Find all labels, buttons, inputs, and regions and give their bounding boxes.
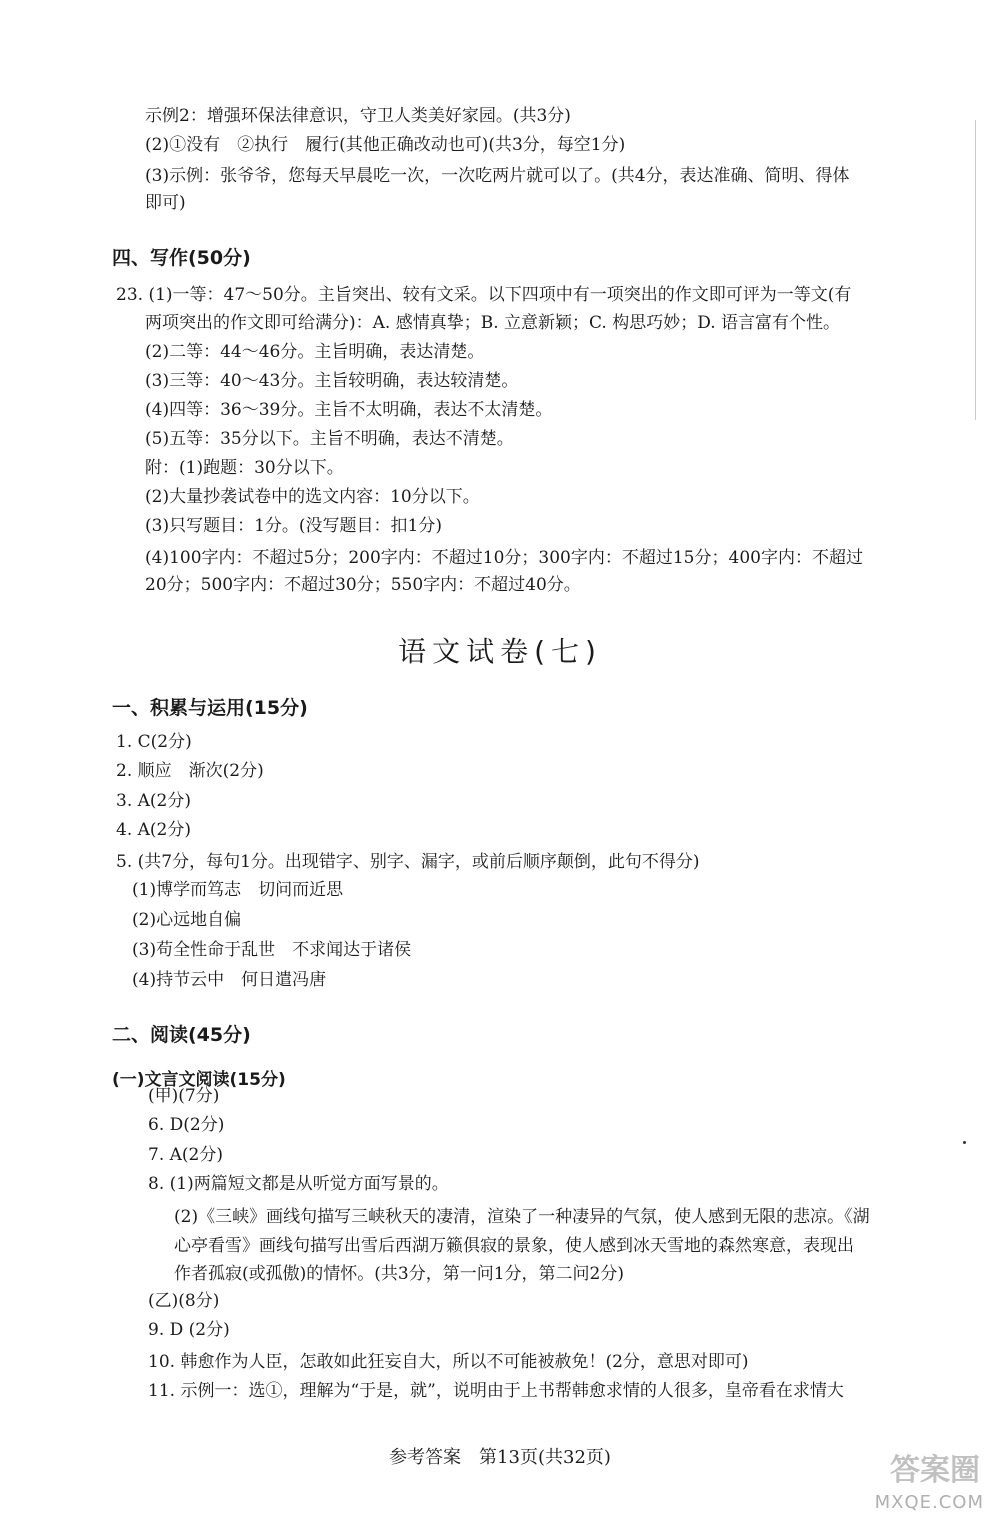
text-line: (4)持节云中 何日遣冯唐	[132, 970, 327, 990]
section-reading-heading: 二、阅读(45分)	[112, 1024, 251, 1046]
text-line: 5. (共7分，每句1分。出现错字、别字、漏字，或前后顺序颠倒，此句不得分)	[116, 852, 700, 872]
text-line: (2)大量抄袭试卷中的选文内容：10分以下。	[145, 487, 480, 507]
text-line: 3. A(2分)	[116, 791, 191, 811]
text-line: 11. 示例一：选①，理解为“于是，就”，说明由于上书帮韩愈求情的人很多，皇帝看在求情大	[148, 1381, 844, 1401]
text-line: (3)三等：40～43分。主旨较明确，表达较清楚。	[145, 371, 519, 391]
text-line: 两项突出的作文即可给满分)：A. 感情真挚；B. 立意新颖；C. 构思巧妙；D. 语言富有个性。	[145, 313, 841, 333]
watermark-logo: 答案圈	[890, 1453, 980, 1488]
text-line: (3)只写题目：1分。(没写题目：扣1分)	[145, 516, 442, 536]
text-line: 23. (1)一等：47～50分。主旨突出、较有文采。以下四项中有一项突出的作文即可评为一等文(有	[116, 285, 852, 305]
text-line: (3)苟全性命于乱世 不求闻达于诸侯	[132, 940, 412, 960]
page-footer: 参考答案 第13页(共32页)	[389, 1447, 611, 1468]
text-line: 10. 韩愈作为人臣，怎敢如此狂妄自大，所以不可能被赦免！(2分，意思对即可)	[148, 1352, 749, 1372]
text-line: (2)①没有 ②执行 履行(其他正确改动也可)(共3分，每空1分)	[145, 135, 626, 155]
text-line: 2. 顺应 渐次(2分)	[116, 761, 264, 781]
paper-title: 语文试卷(七)	[398, 635, 602, 668]
scan-speck	[963, 1141, 966, 1144]
text-line: (1)博学而笃志 切问而近思	[132, 880, 344, 900]
text-line: 7. A(2分)	[148, 1145, 223, 1165]
text-line: 心亭看雪》画线句描写出雪后西湖万籁俱寂的景象，使人感到冰天雪地的森然寒意，表现出	[174, 1236, 854, 1256]
text-line: (甲)(7分)	[148, 1086, 220, 1106]
text-line: (乙)(8分)	[148, 1291, 220, 1311]
text-line: 示例2：增强环保法律意识，守卫人类美好家园。(共3分)	[145, 106, 571, 126]
text-line: 作者孤寂(或孤傲)的情怀。(共3分，第一问1分，第二问2分)	[174, 1264, 624, 1284]
text-line: 8. (1)两篇短文都是从听觉方面写景的。	[148, 1174, 449, 1194]
text-line: 4. A(2分)	[116, 820, 191, 840]
section-accumulation-heading: 一、积累与运用(15分)	[112, 697, 308, 719]
text-line: (2)心远地自偏	[132, 910, 242, 930]
text-line: 1. C(2分)	[116, 732, 192, 752]
text-line: (2)二等：44～46分。主旨明确，表达清楚。	[145, 342, 485, 362]
text-line: 9. D (2分)	[148, 1320, 230, 1340]
watermark-site: MXQE.COM	[874, 1492, 984, 1513]
text-line: (4)四等：36～39分。主旨不太明确，表达不太清楚。	[145, 400, 553, 420]
text-line: 附：(1)跑题：30分以下。	[145, 458, 344, 478]
text-line: (3)示例：张爷爷，您每天早晨吃一次，一次吃两片就可以了。(共4分，表达准确、简明、得体	[145, 166, 850, 186]
text-line: 即可)	[145, 193, 186, 213]
text-line: 6. D(2分)	[148, 1115, 225, 1135]
watermark	[858, 1445, 990, 1517]
text-line: (2)《三峡》画线句描写三峡秋天的凄清，渲染了一种凄异的气氛，使人感到无限的悲凉。《湖	[174, 1207, 870, 1227]
text-line: 20分；500字内：不超过30分；550字内：不超过40分。	[145, 575, 581, 595]
section-writing-heading: 四、写作(50分)	[112, 247, 251, 269]
text-line: (4)100字内：不超过5分；200字内：不超过10分；300字内：不超过15分；400字内：不超过	[145, 548, 863, 568]
text-line: (5)五等：35分以下。主旨不明确，表达不清楚。	[145, 429, 514, 449]
subsection-classical-reading-heading: (一)文言文阅读(15分)	[112, 1070, 286, 1090]
